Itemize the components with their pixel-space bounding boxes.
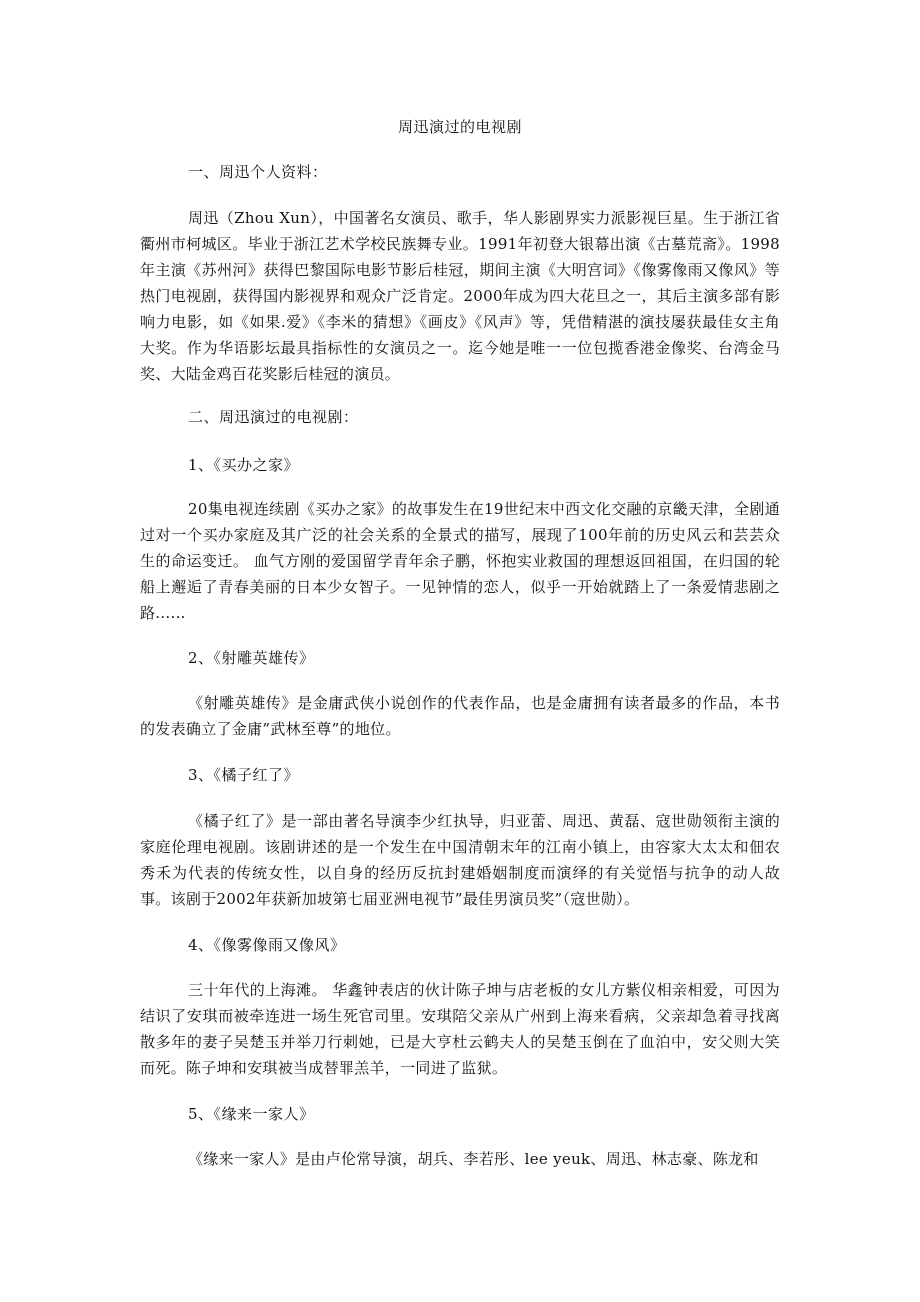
- section-heading-profile: 一、周迅个人资料：: [188, 163, 328, 181]
- drama-paragraph-4: 三十年代的上海滩。 华鑫钟表店的伙计陈子坤与店老板的女儿方紫仪相亲相爱，可因为结识了安琪而被牵连进一场生死官司里。安琪陪父亲从广州到上海来看病，父亲却急着寻找离散多年的妻子吴楚玉并举刀行刺她，已是大亨杜云鹤夫人的吴楚玉倒在了血泊中，安父则大笑而死。陈子坤和安琪被当成替罪羔羊，一同进了监狱。: [140, 981, 780, 1077]
- section-heading-dramas: 二、周迅演过的电视剧：: [188, 408, 359, 426]
- drama-heading-2: 2、《射雕英雄传》: [188, 649, 315, 667]
- drama-paragraph-2: 《射雕英雄传》是金庸武侠小说创作的代表作品，也是金庸拥有读者最多的作品，本书的发表确立了金庸”武林至尊”的地位。: [140, 694, 780, 738]
- document-title: 周迅演过的电视剧: [397, 118, 522, 136]
- drama-paragraph-1: 20集电视连续剧《买办之家》的故事发生在19世纪末中西文化交融的京畿天津，全剧通过对一个买办家庭及其广泛的社会关系的全景式的描写，展现了100年前的历史风云和芸芸众生的命运变迁。 血气方刚的爱国留学青年余子鹏，怀抱实业救国的理想返回祖国，在归国的轮船上邂逅了青春美丽的日本少女智子。一见钟情的恋人，似乎一开始就踏上了一条爱情悲剧之路......: [140, 500, 780, 622]
- drama-heading-4: 4、《像雾像雨又像风》: [188, 936, 346, 954]
- drama-heading-1: 1、《买办之家》: [188, 456, 300, 474]
- bio-paragraph: 周迅（Zhou Xun），中国著名女演员、歌手，华人影剧界实力派影视巨星。生于浙江省衢州市柯城区。毕业于浙江艺术学校民族舞专业。1991年初登大银幕出演《古墓荒斋》。1998年主演《苏州河》获得巴黎国际电影节影后桂冠，期间主演《大明宫词》《像雾像雨又像风》等热门电视剧，获得国内影视界和观众广泛肯定。2000年成为四大花旦之一，其后主演多部有影响力电影，如《如果.爱》《李米的猜想》《画皮》《风声》等，凭借精湛的演技屡获最佳女主角大奖。作为华语影坛最具指标性的女演员之一。迄今她是唯一一位包揽香港金像奖、台湾金马奖、大陆金鸡百花奖影后桂冠的演员。: [140, 209, 780, 383]
- drama-paragraph-3: 《橘子红了》是一部由著名导演李少红执导，归亚蕾、周迅、黄磊、寇世勋领衔主演的家庭伦理电视剧。该剧讲述的是一个发生在中国清朝末年的江南小镇上，由容家大太太和佃农秀禾为代表的传统女性，以自身的经历反抗封建婚姻制度而演绎的有关觉悟与抗争的动人故事。该剧于2002年获新加坡第七届亚洲电视节”最佳男演员奖”（寇世勋）。: [140, 812, 780, 908]
- drama-heading-5: 5、《缘来一家人》: [188, 1105, 315, 1123]
- drama-paragraph-5: 《缘来一家人》是由卢伦常导演，胡兵、李若彤、lee yeuk、周迅、林志豪、陈龙和: [188, 1150, 759, 1168]
- drama-heading-3: 3、《橘子红了》: [188, 766, 300, 784]
